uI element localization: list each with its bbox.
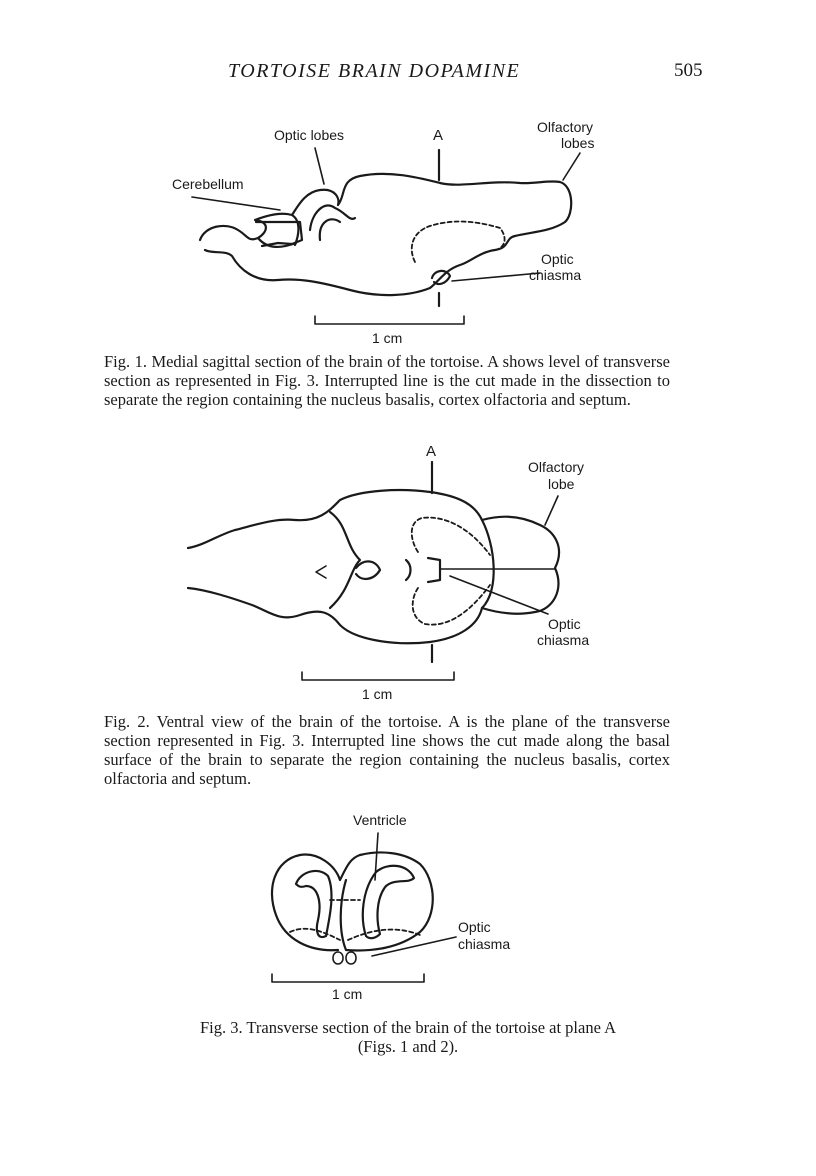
fig3-label-optic-2: chiasma	[458, 936, 511, 952]
fig3-label-optic-1: Optic	[458, 919, 491, 935]
page-number: 505	[674, 60, 703, 81]
fig1-label-cerebellum: Cerebellum	[172, 176, 244, 192]
fig2-pointer-optic-chiasma	[450, 576, 548, 614]
fig3-caption	[110, 1018, 706, 1056]
fig1-label-olfactory-2: lobes	[561, 135, 595, 151]
fig1-label-optic-lobes: Optic lobes	[274, 127, 345, 143]
fig2-brain-outline	[188, 490, 559, 643]
fig1-optic-lobe-fold	[310, 205, 355, 240]
fig2-label-optic-2: chiasma	[537, 632, 590, 648]
fig3-scale-bar	[272, 974, 424, 982]
fig3-left-ventricle	[296, 871, 332, 937]
fig2-scale-bar	[302, 672, 454, 680]
fig2-label-optic-1: Optic	[548, 616, 581, 632]
running-title: TORTOISE BRAIN DOPAMINE	[228, 60, 521, 82]
fig1-pointer-cerebellum	[192, 197, 280, 210]
fig2-small-notch-left	[356, 561, 380, 579]
fig2-small-mark-left	[316, 566, 326, 578]
fig3-right-ventricle	[363, 866, 414, 938]
fig3-caption-line-2: (Figs. 1 and 2).	[357, 1037, 459, 1056]
fig2-dashed-cut	[412, 518, 490, 625]
fig2-olfactory-divider	[482, 520, 494, 608]
fig1-label-plane-a: A	[433, 127, 444, 144]
figure-3-transverse-section	[0, 800, 816, 1005]
fig1-label-olfactory-1: Olfactory	[537, 119, 594, 135]
fig3-caption-line-1: Fig. 3. Transverse section of the brain of the tortoise at plane A	[199, 1018, 617, 1037]
fig3-label-ventricle: Ventricle	[353, 812, 407, 828]
fig2-label-plane-a: A	[426, 443, 437, 460]
fig3-optic-chiasma	[333, 952, 356, 964]
fig3-left-hemisphere	[272, 855, 360, 951]
fig2-label-olfactory-1: Olfactory	[528, 459, 585, 475]
fig1-caption: Fig. 1. Medial sagittal section of the brain of the tortoise. A shows level of transverse section as represented in Fig. 3. Interrupted line is the cut made in the dissection to separate the region containing the nucleus basalis, cortex olfactoria and septum.	[104, 352, 670, 409]
figure-2-ventral-view	[0, 440, 816, 710]
fig1-pointer-olfactory	[563, 153, 580, 180]
fig3-scale-label: 1 cm	[332, 986, 363, 1002]
running-head	[0, 60, 816, 84]
fig1-brain-outline	[200, 174, 571, 295]
fig2-optic-chiasma	[406, 558, 440, 582]
fig1-pointer-optic-lobes	[315, 148, 324, 184]
fig1-label-optic-1: Optic	[541, 251, 574, 267]
fig3-pointer-optic-chiasma	[372, 937, 456, 956]
fig2-hemisphere-curve-left	[330, 512, 360, 608]
fig1-dashed-cut	[412, 222, 505, 262]
fig2-label-olfactory-2: lobe	[548, 476, 575, 492]
fig1-label-optic-2: chiasma	[529, 267, 582, 283]
fig3-dashed-cut	[290, 900, 420, 940]
fig2-pointer-olfactory	[545, 496, 558, 525]
fig1-pointer-optic-chiasma	[452, 273, 540, 281]
fig1-scale-label: 1 cm	[372, 330, 403, 346]
fig1-scale-bar	[315, 316, 464, 324]
figure-1-sagittal-section	[0, 110, 816, 350]
fig2-scale-label: 1 cm	[362, 686, 393, 702]
fig2-caption: Fig. 2. Ventral view of the brain of the tortoise. A is the plane of the transverse section represented in Fig. 3. Interrupted line shows the cut made along the basal surface of the brain to separate the region containing the nucleus basalis, cortex olfactoria and septum.	[104, 712, 670, 788]
